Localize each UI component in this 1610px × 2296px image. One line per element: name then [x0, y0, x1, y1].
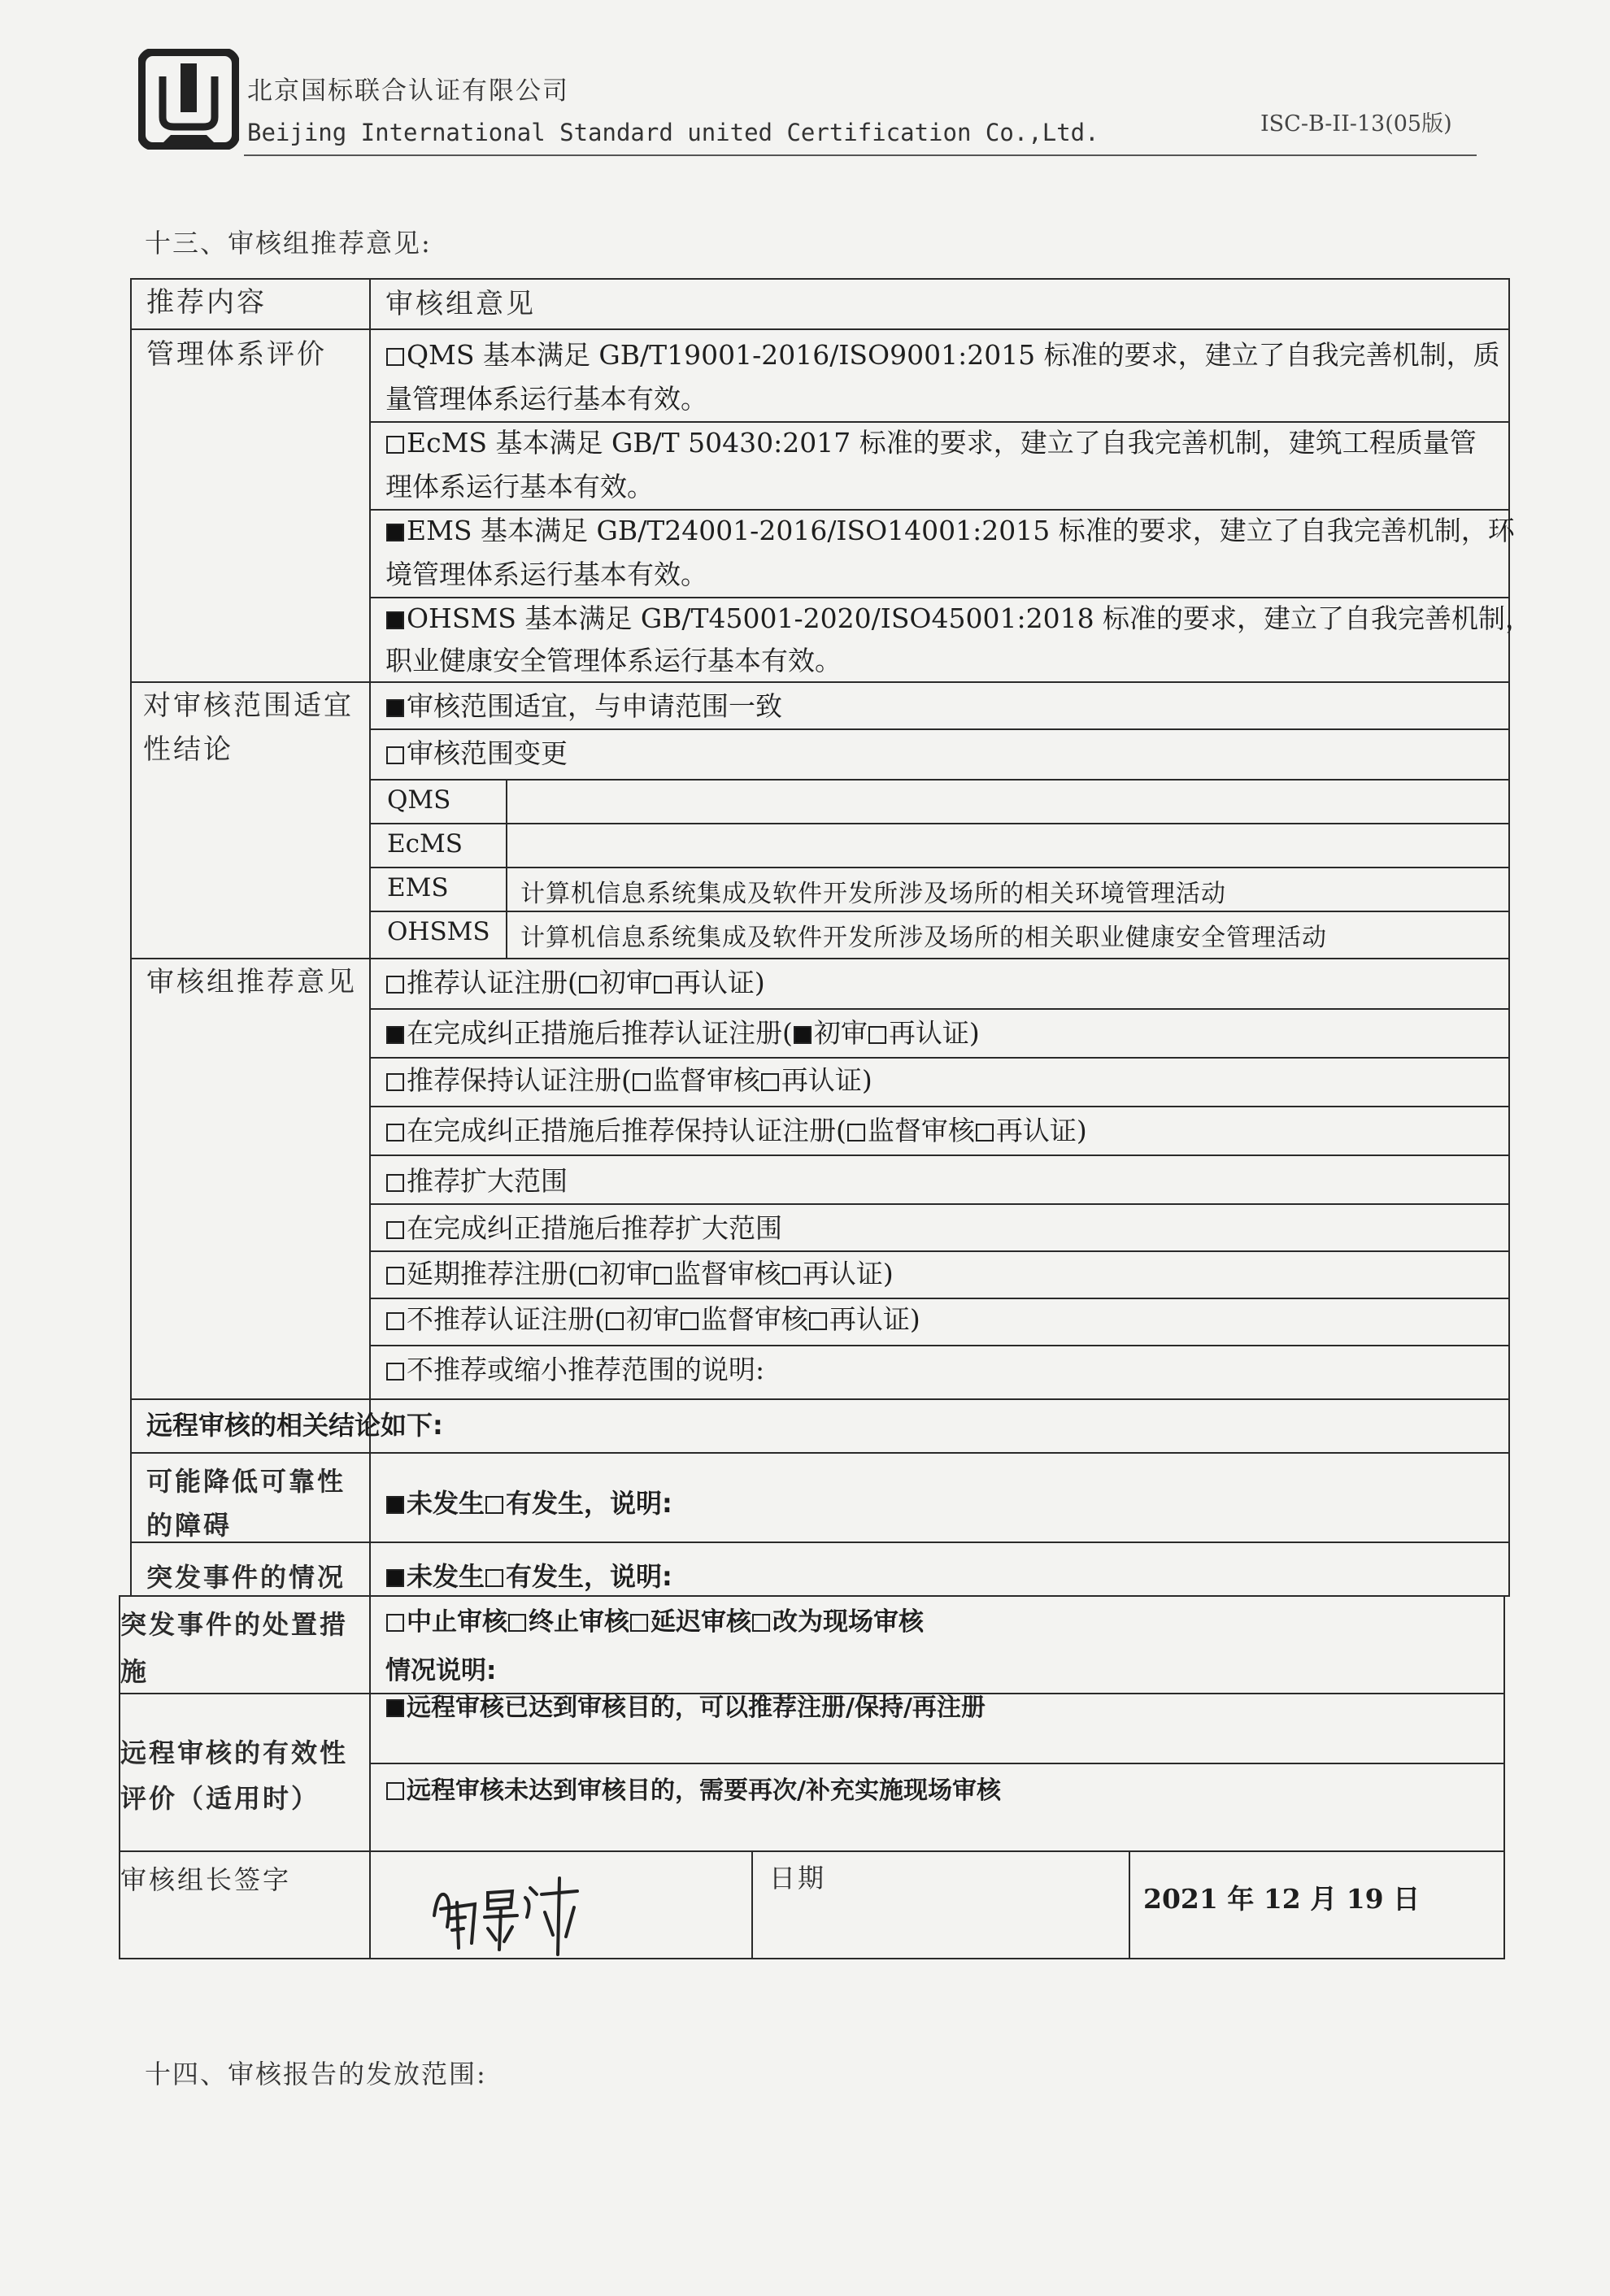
checkbox-surveillance[interactable]	[633, 1073, 651, 1091]
checkbox-recommend-register[interactable]	[386, 976, 404, 994]
section-13-title: 十三、审核组推荐意见:	[145, 228, 432, 259]
checkbox-surveillance[interactable]	[847, 1124, 865, 1141]
checkbox-surveillance[interactable]	[681, 1312, 698, 1330]
recommend-item-4: 在完成纠正措施后推荐保持认证注册( 监督审核 再认证)	[385, 1109, 1087, 1153]
checkbox-scope-suitable[interactable]	[386, 699, 404, 717]
checkbox-delay[interactable]	[630, 1614, 648, 1632]
checkbox-recommend-maintain-after-correction[interactable]	[386, 1124, 404, 1141]
checkbox-not-recommend-note[interactable]	[386, 1363, 404, 1381]
scope-key-ohsms: OHSMS	[387, 917, 490, 946]
mgmt-item-ecms-line2: 理体系运行基本有效。	[385, 471, 654, 502]
checkbox-suspend[interactable]	[386, 1614, 404, 1632]
remote-heading: 远程审核的相关结论如下:	[146, 1410, 443, 1441]
date-value: 2021 年 12 月 19 日	[1143, 1883, 1421, 1915]
checkbox-terminate[interactable]	[508, 1614, 526, 1632]
mgmt-item-qms-line2: 量管理体系运行基本有效。	[385, 383, 707, 415]
checkbox-incident-not-occurred[interactable]	[386, 1569, 404, 1587]
document-code: ISC-B-II-13(05版)	[1260, 111, 1452, 137]
incident-label: 突发事件的情况	[146, 1562, 346, 1593]
validity-label-line1: 远程审核的有效性	[120, 1737, 349, 1768]
obstacle-status: 未发生 有发生，说明:	[385, 1481, 672, 1525]
col-header-opinion: 审核组意见	[385, 288, 536, 320]
col-header-content: 推荐内容	[146, 286, 267, 319]
section-14-title: 十四、审核报告的发放范围:	[145, 2059, 487, 2089]
handling-options: 中止审核 终止审核 延迟审核 改为现场审核	[385, 1600, 924, 1644]
scope-key-qms: QMS	[387, 785, 451, 815]
checkbox-initial[interactable]	[794, 1026, 812, 1044]
obstacle-label-line2: 的障碍	[146, 1510, 233, 1541]
checkbox-onsite[interactable]	[752, 1614, 770, 1632]
mgmt-eval-label: 管理体系评价	[146, 338, 327, 371]
recommend-item-6: 在完成纠正措施后推荐扩大范围	[385, 1207, 782, 1250]
date-label: 日期	[769, 1863, 827, 1894]
mgmt-item-ecms: EcMS 基本满足 GB/T 50430:2017 标准的要求，建立了自我完善机制，建筑工程质量管	[385, 421, 1477, 465]
checkbox-ems[interactable]	[386, 524, 404, 541]
scope-key-ecms: EcMS	[387, 829, 463, 859]
checkbox-ecms[interactable]	[386, 436, 404, 454]
checkbox-recommend-after-correction[interactable]	[386, 1026, 404, 1044]
recommend-item-1: 推荐认证注册( 初审 再认证)	[385, 961, 765, 1005]
validity-label-line2: 评价（适用时）	[120, 1783, 320, 1814]
mgmt-item-qms: QMS 基本满足 GB/T19001-2016/ISO9001:2015 标准的要求，建立了自我完善机制，质	[385, 333, 1500, 377]
mgmt-item-ohsms: OHSMS 基本满足 GB/T45001-2020/ISO45001:2018 标准的要求，建立了自我完善机制，	[385, 597, 1532, 641]
checkbox-recert[interactable]	[761, 1073, 779, 1091]
scope-changed: 审核范围变更	[385, 732, 568, 776]
checkbox-postpone[interactable]	[386, 1267, 404, 1285]
scope-value-ems: 计算机信息系统集成及软件开发所涉及场所的相关环境管理活动	[520, 880, 1226, 908]
recommend-item-2: 在完成纠正措施后推荐认证注册( 初审 再认证)	[385, 1011, 980, 1055]
checkbox-validity-yes[interactable]	[386, 1699, 404, 1717]
incident-status: 未发生 有发生，说明:	[385, 1555, 672, 1598]
scope-value-ohsms: 计算机信息系统集成及软件开发所涉及场所的相关职业健康安全管理活动	[520, 924, 1327, 952]
checkbox-scope-changed[interactable]	[386, 746, 404, 764]
recommend-item-9: 不推荐或缩小推荐范围的说明:	[385, 1348, 764, 1392]
checkbox-obstacle-not-occurred[interactable]	[386, 1496, 404, 1514]
scope-label-line2: 性结论	[143, 733, 233, 766]
handling-label-line2: 施	[120, 1656, 150, 1687]
validity-no: 远程审核未达到审核目的，需要再次/补充实施现场审核	[385, 1769, 1001, 1813]
signature-image	[423, 1870, 585, 1959]
recommend-label: 审核组推荐意见	[146, 966, 357, 998]
checkbox-recert[interactable]	[868, 1026, 886, 1044]
checkbox-initial[interactable]	[606, 1312, 624, 1330]
checkbox-recert[interactable]	[809, 1312, 827, 1330]
validity-yes: 远程审核已达到审核目的，可以推荐注册/保持/再注册	[385, 1686, 986, 1730]
scope-key-ems: EMS	[387, 873, 449, 902]
checkbox-initial[interactable]	[579, 976, 597, 994]
company-name-en: Beijing International Standard united Certification Co.,Ltd.	[247, 119, 1099, 146]
company-name-cn: 北京国标联合认证有限公司	[247, 76, 569, 106]
checkbox-surveillance[interactable]	[654, 1267, 672, 1285]
obstacle-label-line1: 可能降低可靠性	[146, 1466, 346, 1497]
checkbox-ohsms[interactable]	[386, 611, 404, 629]
company-logo	[138, 49, 239, 150]
checkbox-recert[interactable]	[782, 1267, 800, 1285]
mgmt-item-ohsms-line2: 职业健康安全管理体系运行基本有效。	[385, 645, 842, 676]
checkbox-validity-no[interactable]	[386, 1782, 404, 1800]
scope-label-line1: 对审核范围适宜	[143, 689, 354, 722]
sign-label: 审核组长签字	[120, 1864, 292, 1895]
scope-suitable: 审核范围适宜，与申请范围一致	[385, 685, 782, 728]
checkbox-qms[interactable]	[386, 348, 404, 366]
checkbox-initial[interactable]	[579, 1267, 597, 1285]
checkbox-recommend-maintain[interactable]	[386, 1073, 404, 1091]
checkbox-not-recommend[interactable]	[386, 1312, 404, 1330]
checkbox-obstacle-occurred[interactable]	[485, 1496, 503, 1514]
checkbox-recert[interactable]	[976, 1124, 994, 1141]
handling-label-line1: 突发事件的处置措	[120, 1609, 349, 1640]
recommend-item-7: 延期推荐注册( 初审 监督审核 再认证)	[385, 1252, 894, 1296]
header-divider	[244, 154, 1477, 156]
checkbox-recommend-extend-after-correction[interactable]	[386, 1221, 404, 1239]
recommend-item-8: 不推荐认证注册( 初审 监督审核 再认证)	[385, 1298, 920, 1342]
checkbox-recommend-extend[interactable]	[386, 1174, 404, 1192]
checkbox-incident-occurred[interactable]	[485, 1569, 503, 1587]
mgmt-item-ems: EMS 基本满足 GB/T24001-2016/ISO14001:2015 标准的要求，建立了自我完善机制，环	[385, 509, 1515, 553]
recommend-item-5: 推荐扩大范围	[385, 1159, 568, 1203]
handling-note: 情况说明:	[385, 1656, 497, 1685]
recommend-item-3: 推荐保持认证注册( 监督审核 再认证)	[385, 1059, 872, 1102]
checkbox-recert[interactable]	[654, 976, 672, 994]
mgmt-item-ems-line2: 境管理体系运行基本有效。	[385, 559, 707, 590]
